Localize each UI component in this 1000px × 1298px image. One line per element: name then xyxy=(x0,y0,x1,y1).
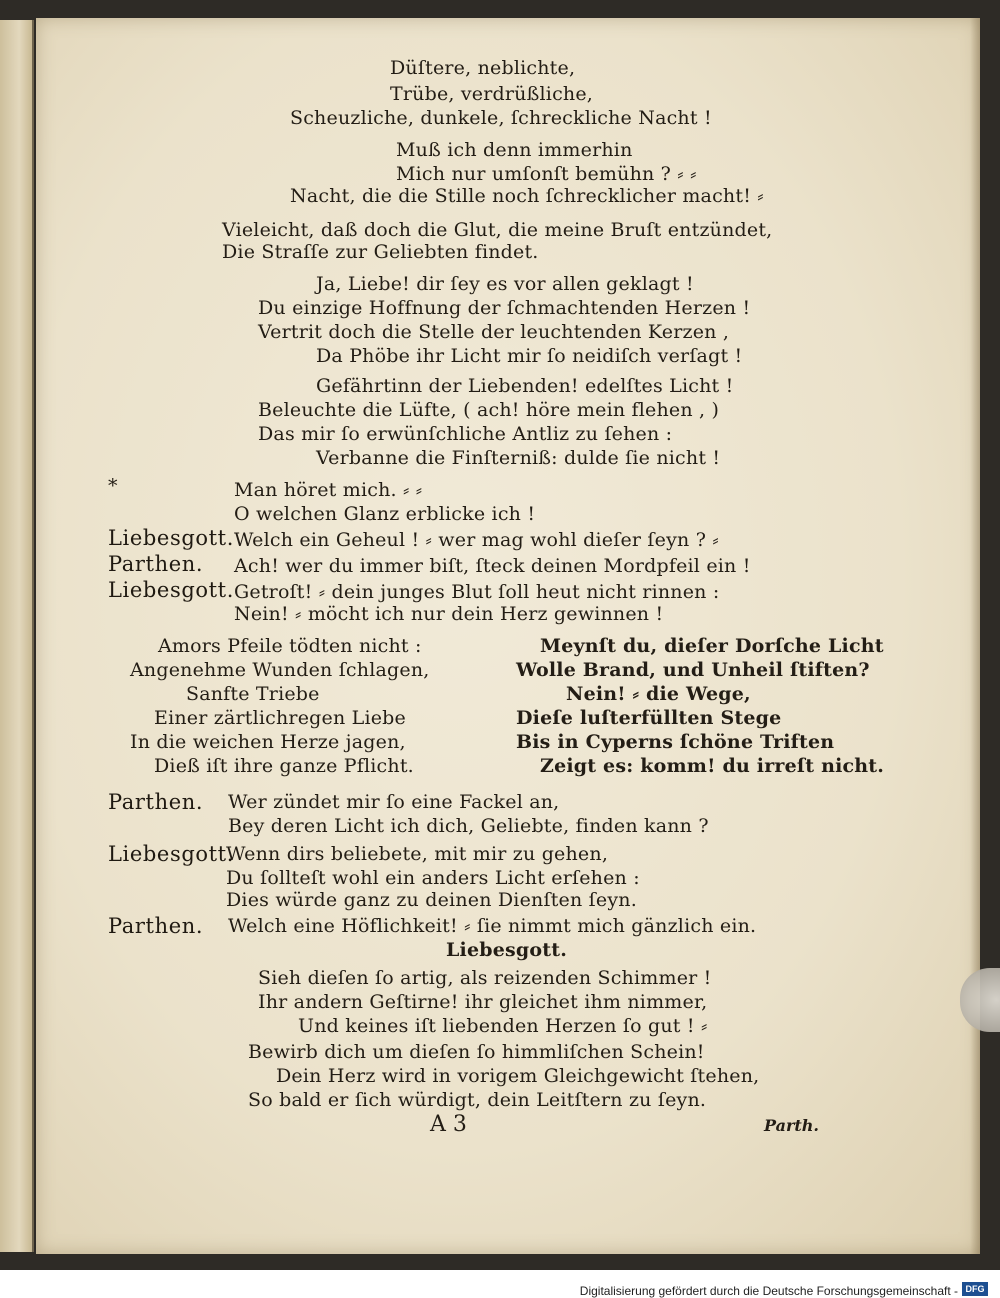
verse-line: Vieleicht, daß doch die Glut, die meine Bruſt entzündet, xyxy=(222,219,773,241)
dialogue-line: Wer zündet mir ſo eine Fackel an, xyxy=(228,791,560,813)
verse-line: O welchen Glanz erblicke ich ! xyxy=(234,503,536,525)
speaker-name: Parthen. xyxy=(108,552,204,576)
dialogue-line: Welch eine Höflichkeit! ⸗ ſie nimmt mich gänzlich ein. xyxy=(228,915,757,937)
signature-mark: A 3 xyxy=(430,1112,467,1137)
verse-line: * xyxy=(108,475,118,497)
verse-line: Bewirb dich um dieſen ſo himmliſchen Schein! xyxy=(248,1041,705,1063)
speaker-name: Parthen. xyxy=(108,790,204,814)
verse-line: Verbanne die Finſterniß: dulde ſie nicht ! xyxy=(316,447,721,469)
dialogue-line: Du ſollteſt wohl ein anders Licht erſehen : xyxy=(226,867,640,889)
right-column-line: Meynſt du, dieſer Dorſche Licht xyxy=(540,635,884,657)
dialogue-line: Wenn dirs beliebete, mit mir zu gehen, xyxy=(226,843,609,865)
left-column-line: Amors Pfeile tödten nicht : xyxy=(158,635,422,657)
verse-line: Getroſt! ⸗ dein junges Blut ſoll heut nicht rinnen : xyxy=(234,581,720,603)
verse-line: So bald er ſich würdigt, dein Leitſtern zu ſeyn. xyxy=(248,1089,707,1111)
verse-line: Da Phöbe ihr Licht mir ſo neidiſch verſagt ! xyxy=(316,345,743,367)
verse-line: Ja, Liebe! dir ſey es vor allen geklagt ! xyxy=(316,273,694,295)
left-column-line: Sanfte Triebe xyxy=(186,683,320,705)
dialogue-line: Dies würde ganz zu deinen Dienſten ſeyn. xyxy=(226,889,637,911)
previous-page-edge xyxy=(0,20,34,1252)
verse-line: Mich nur umſonſt bemühn ? ⸗ ⸗ xyxy=(396,163,697,185)
verse-line: Nein! ⸗ möcht ich nur dein Herz gewinnen ! xyxy=(234,603,664,625)
verse-line: Muß ich denn immerhin xyxy=(396,139,633,161)
verse-line: Beleuchte die Lüfte, ( ach! höre mein flehen , ) xyxy=(258,399,720,421)
right-column-line: Nein! ⸗ die Wege, xyxy=(566,683,751,705)
left-column-line: Dieß iſt ihre ganze Pflicht. xyxy=(154,755,414,777)
speaker-name: Liebesgott. xyxy=(108,842,234,866)
verse-line: Welch ein Geheul ! ⸗ wer mag wohl dieſer ſeyn ? ⸗ xyxy=(234,529,719,551)
speaker-name: Parthen. xyxy=(108,914,204,938)
verse-line: Und keines iſt liebenden Herzen ſo gut ! ⸗ xyxy=(298,1015,708,1037)
left-column-line: Einer zärtlichregen Liebe xyxy=(154,707,406,729)
verse-line: Das mir ſo erwünſchliche Antliz zu ſehen : xyxy=(258,423,673,445)
left-column-line: Angenehme Wunden ſchlagen, xyxy=(130,659,430,681)
dialogue-line: Bey deren Licht ich dich, Geliebte, finden kann ? xyxy=(228,815,709,837)
left-column-line: In die weichen Herze jagen, xyxy=(130,731,406,753)
dfg-logo: DFG xyxy=(962,1282,988,1296)
speaker-name: Liebesgott. xyxy=(108,526,234,550)
right-column-line: Bis in Cyperns ſchöne Triften xyxy=(516,731,835,753)
verse-line: Man höret mich. ⸗ ⸗ xyxy=(234,479,423,501)
verse-line: Ihr andern Geſtirne! ihr gleichet ihm nimmer, xyxy=(258,991,708,1013)
verse-line: Nacht, die die Stille noch ſchrecklicher macht! ⸗ xyxy=(290,185,764,207)
footer-credit: Digitalisierung gefördert durch die Deutsche Forschungsgemeinschaft - xyxy=(579,1284,958,1298)
verse-line: Vertrit doch die Stelle der leuchtenden Kerzen , xyxy=(258,321,730,343)
catchword: Parth. xyxy=(764,1116,819,1135)
verse-line: Ach! wer du immer biſt, ſteck deinen Mordpfeil ein ! xyxy=(234,555,751,577)
speaker-name: Liebesgott. xyxy=(108,578,234,602)
right-column-line: Dieſe luſterfüllten Stege xyxy=(516,707,782,729)
verse-line: Düſtere, neblichte, xyxy=(390,57,576,79)
verse-line: Dein Herz wird in vorigem Gleichgewicht ſtehen, xyxy=(276,1065,760,1087)
page-edge-shadow xyxy=(970,18,980,1254)
verse-line: Trübe, verdrüßliche, xyxy=(390,83,594,105)
right-column-line: Zeigt es: komm! du irreſt nicht. xyxy=(540,755,885,777)
verse-line: Die Straſſe zur Geliebten findet. xyxy=(222,241,539,263)
verse-line: Sieh dieſen ſo artig, als reizenden Schimmer ! xyxy=(258,967,712,989)
verse-line: Scheuzliche, dunkele, ſchreckliche Nacht ! xyxy=(290,107,712,129)
verse-line: Gefährtinn der Liebenden! edelſtes Licht ! xyxy=(316,375,734,397)
right-column-line: Wolle Brand, und Unheil ſtiften? xyxy=(516,659,870,681)
verse-line: Du einzige Hoffnung der ſchmachtenden Herzen ! xyxy=(258,297,751,319)
speaker-heading: Liebesgott. xyxy=(446,939,568,961)
